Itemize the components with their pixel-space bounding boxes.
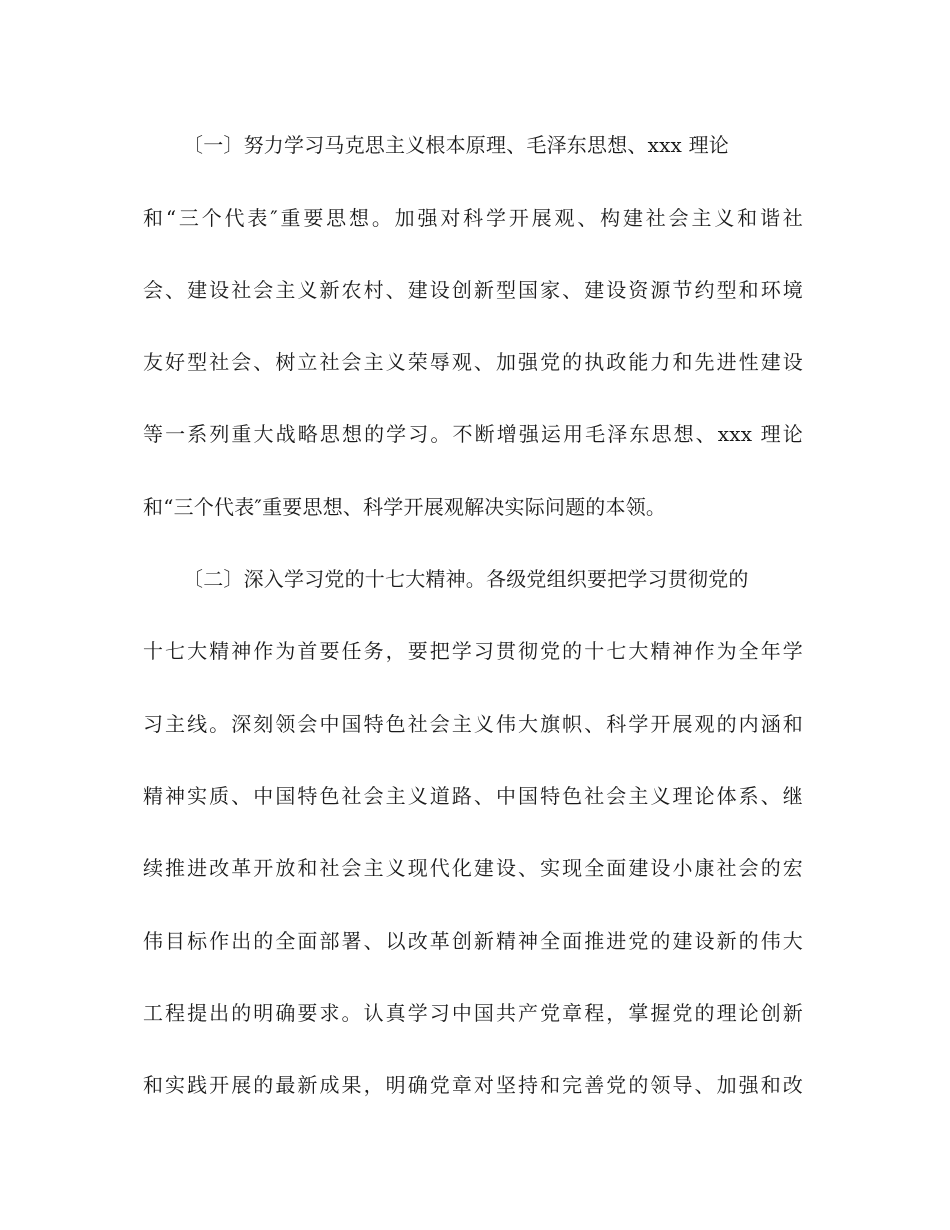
paragraph-2-line-2: 十七大精神作为首要任务，要把学习贯彻党的十七大精神作为全年学 (143, 639, 803, 663)
paragraph-2-line-6: 伟目标作出的全面部署、以改革创新精神全面推进党的建设新的伟大 (143, 929, 803, 953)
paragraph-1-line-2: 和“三个代表″重要思想。加强对科学开展观、构建社会主义和谐社 (143, 206, 803, 230)
paragraph-1-line-4: 友好型社会、树立社会主义荣辱观、加强党的执政能力和先进性建设 (143, 350, 803, 374)
paragraph-1-line-6: 和“三个代表″重要思想、科学开展观解决实际问题的本领。 (143, 495, 667, 519)
paragraph-1-line-5: 等一系列重大战略思想的学习。不断增强运用毛泽东思想、xxx 理论 (143, 422, 803, 446)
paragraph-2-line-3: 习主线。深刻领会中国特色社会主义伟大旗帜、科学开展观的内涵和 (143, 712, 803, 736)
paragraph-2-line-1: 〔二〕深入学习党的十七大精神。各级党组织要把学习贯彻党的 (183, 567, 749, 591)
paragraph-2-line-7: 工程提出的明确要求。认真学习中国共产党章程，掌握党的理论创新 (143, 1001, 803, 1025)
paragraph-2-line-8: 和实践开展的最新成果，明确党章对坚持和完善党的领导、加强和改 (143, 1073, 803, 1097)
paragraph-1-line-1: 〔一〕努力学习马克思主义根本原理、毛泽东思想、xxx 理论 (183, 133, 729, 157)
paragraph-1-line-3: 会、建设社会主义新农村、建设创新型国家、建设资源节约型和环境 (143, 278, 803, 302)
paragraph-2-line-4: 精神实质、中国特色社会主义道路、中国特色社会主义理论体系、继 (143, 784, 803, 808)
paragraph-2-line-5: 续推进改革开放和社会主义现代化建设、实现全面建设小康社会的宏 (143, 856, 803, 880)
